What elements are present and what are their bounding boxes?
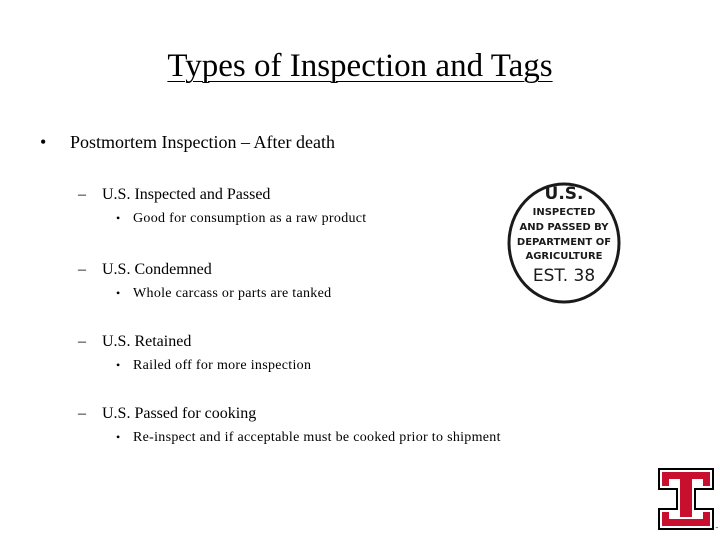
detail-passed-cooking <box>116 430 501 446</box>
double-t-logo-icon <box>656 466 720 532</box>
stamp-est-text: EST. 38 <box>532 266 596 286</box>
main-point-text: Postmortem Inspection – After death <box>70 132 335 152</box>
sub-point-retained <box>78 333 191 351</box>
detail-text: Whole carcass or parts are tanked <box>133 286 332 301</box>
dash-icon: – <box>78 333 86 350</box>
main-bullet-point <box>40 132 335 153</box>
detail-condemned <box>116 286 331 302</box>
detail-text: Re-inspect and if acceptable must be cooked prior to shipment <box>133 430 501 445</box>
bullet-icon: • <box>116 358 121 372</box>
stamp-inspected-text: INSPECTED <box>532 207 596 218</box>
stamp-agriculture-text: AGRICULTURE <box>525 251 603 262</box>
dash-icon: – <box>78 261 86 278</box>
stamp-department-text: DEPARTMENT OF <box>516 237 612 248</box>
sub-point-heading: U.S. Retained <box>102 333 192 350</box>
sub-point-heading: U.S. Passed for cooking <box>102 405 257 422</box>
sub-point-passed-cooking <box>78 405 256 423</box>
stamp-us-text: U.S. <box>544 184 584 204</box>
usda-inspection-stamp <box>484 172 644 314</box>
stamp-passed-by-text: AND PASSED BY <box>519 222 609 233</box>
bullet-icon: • <box>116 430 121 444</box>
detail-inspected-passed <box>116 211 367 227</box>
slide-title: Types of Inspection and Tags <box>167 48 553 84</box>
sub-point-heading: U.S. Condemned <box>102 261 212 278</box>
bullet-icon: • <box>116 286 121 300</box>
sub-point-heading: U.S. Inspected and Passed <box>102 186 271 203</box>
detail-retained <box>116 358 311 374</box>
bullet-icon: • <box>116 211 121 225</box>
bullet-icon: • <box>40 132 47 152</box>
sub-point-inspected-passed <box>78 186 270 204</box>
dash-icon: – <box>78 186 86 203</box>
trademark-symbol: ™ <box>715 526 719 531</box>
sub-point-condemned <box>78 261 212 279</box>
detail-text: Good for consumption as a raw product <box>133 211 367 226</box>
detail-text: Railed off for more inspection <box>133 358 312 373</box>
dash-icon: – <box>78 405 86 422</box>
